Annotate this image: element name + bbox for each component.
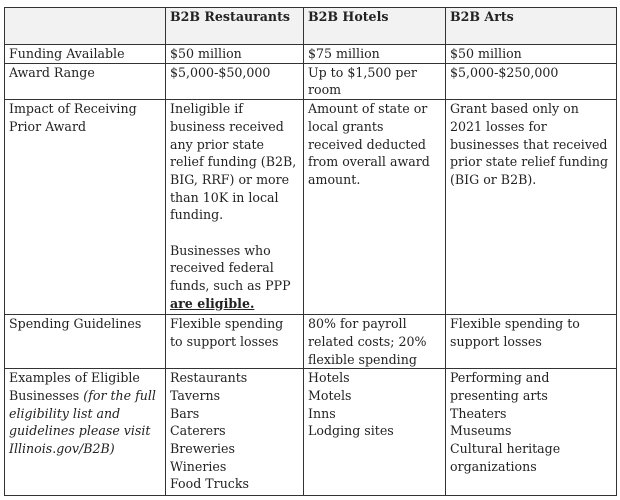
list-item: Hotels: [308, 370, 350, 386]
cell-hotels: Up to $1,500 per room: [304, 63, 446, 99]
restaurants-federal-note: [170, 242, 299, 313]
row-label: Spending Guidelines: [5, 315, 166, 369]
header-empty: [5, 8, 166, 45]
cell-arts: $5,000-$250,000: [446, 63, 617, 99]
cell-hotels: 80% for payroll related costs; 20% flexible spending: [304, 315, 446, 369]
list-item: Caterers: [170, 423, 226, 439]
list-item: Motels: [308, 387, 352, 403]
header-hotels: B2B Hotels: [304, 8, 446, 45]
table-row-award-range: [5, 63, 617, 99]
header-row: [5, 8, 617, 45]
cell-restaurants: $5,000-$50,000: [166, 63, 304, 99]
examples-label: Examples of Eligible Businesses: [9, 370, 140, 403]
cell-arts: Grant based only on 2021 losses for businesses that received prior state relief funding (BIG or B2B).: [446, 100, 617, 315]
restaurants-ineligibility-text: Ineligible if business received any prior state relief funding (B2B, BIG, RRF) or more than 10K in local funding.: [170, 101, 297, 223]
cell-arts: [446, 369, 617, 496]
header-arts: B2B Arts: [446, 8, 617, 45]
row-label: [5, 369, 166, 496]
cell-restaurants: [166, 369, 304, 496]
list-item: Lodging sites: [308, 423, 394, 439]
examples-note: (for the full eligibility list and guidelines please visit Illinois.gov/B2B): [9, 387, 156, 457]
table-row-spending: [5, 315, 617, 369]
table-row-funding: [5, 45, 617, 64]
list-item: Wineries: [170, 458, 227, 474]
cell-arts: Flexible spending to support losses: [446, 315, 617, 369]
list-item: Bars: [170, 405, 200, 421]
list-item: Food Trucks: [170, 476, 249, 492]
list-item: Restaurants: [170, 370, 248, 386]
cell-arts: $50 million: [446, 45, 617, 64]
cell-restaurants: Flexible spending to support losses: [166, 315, 304, 369]
federal-note-text: Businesses who received federal funds, such as PPP: [170, 242, 291, 294]
list-item: Breweries: [170, 441, 235, 457]
header-restaurants: B2B Restaurants: [166, 8, 304, 45]
list-item: Theaters: [450, 405, 507, 421]
cell-hotels: $75 million: [304, 45, 446, 64]
row-label: Impact of Receiving Prior Award: [5, 100, 166, 315]
list-item: Taverns: [170, 387, 221, 403]
table-row-impact: [5, 100, 617, 315]
eligible-emphasis: are eligible.: [170, 295, 255, 311]
list-item: Inns: [308, 405, 336, 421]
cell-hotels: [304, 369, 446, 496]
row-label: Award Range: [5, 63, 166, 99]
list-item: Museums: [450, 423, 512, 439]
cell-restaurants: $50 million: [166, 45, 304, 64]
cell-restaurants: [166, 100, 304, 315]
row-label: Funding Available: [5, 45, 166, 64]
list-item: Cultural heritage organizations: [450, 441, 561, 474]
cell-hotels: Amount of state or local grants received deducted from overall award amount.: [304, 100, 446, 315]
table-row-examples: [5, 369, 617, 496]
b2b-program-comparison-table: [4, 7, 617, 496]
list-item: Performing and presenting arts: [450, 370, 550, 403]
